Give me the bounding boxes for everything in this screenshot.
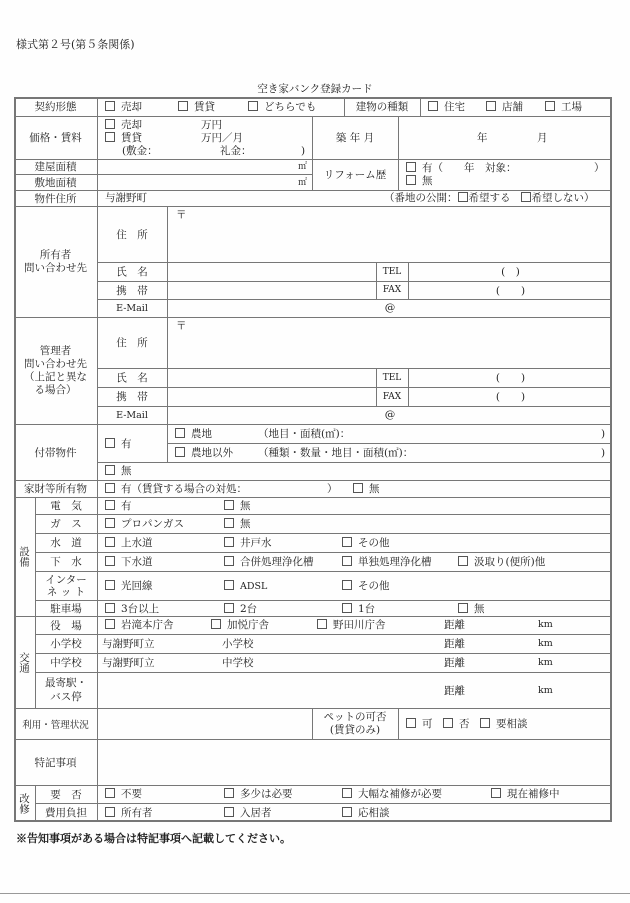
label-line: （上記と異な [24, 370, 87, 383]
sewer-combined-tank[interactable] [224, 556, 314, 568]
sewer-pumping[interactable] [458, 556, 545, 568]
checkbox-icon [105, 438, 115, 448]
station-distance-label: 距離 [444, 685, 465, 697]
internet-other[interactable] [342, 580, 390, 592]
farmland-close: ) [601, 428, 606, 440]
option-label: 応相談 [358, 807, 390, 819]
option-label: 有（賃貸する場合の対処： [121, 483, 247, 495]
owner-tel-label: TEL [382, 266, 402, 277]
option-label: 無 [422, 175, 433, 187]
price-label: 価格・賃料 [29, 132, 82, 144]
checkbox-icon [491, 788, 501, 798]
pet-no[interactable] [443, 718, 470, 730]
option-label: 1台 [358, 603, 376, 615]
checkbox-icon [224, 807, 234, 817]
page-divider [0, 893, 630, 894]
reform-close-paren: ） [594, 162, 605, 174]
option-label: 単独処理浄化槽 [358, 556, 432, 568]
owner-address-label: 住 所 [116, 228, 148, 241]
label-line: ペットの可否 [323, 710, 387, 723]
checkbox-icon [175, 428, 185, 438]
internet-label [35, 571, 97, 600]
option-label: 有 [121, 500, 132, 512]
manager-tel-field[interactable]: ( ) [495, 372, 526, 384]
option-label: 賃貸 [121, 132, 142, 144]
checkbox-icon [224, 603, 234, 613]
option-label: 有 [121, 437, 132, 450]
option-label: 3台以上 [121, 603, 160, 615]
internet-fiber[interactable] [105, 580, 153, 592]
group-label-text: 設備 [18, 546, 30, 567]
option-label: 工場 [561, 101, 582, 113]
elementary-distance-label: 距離 [444, 638, 465, 650]
building-area-unit: ㎡ [298, 162, 308, 172]
checkbox-icon [105, 788, 115, 798]
cost-negotiable[interactable] [342, 807, 390, 819]
checkbox-icon [224, 518, 234, 528]
checkbox-icon [224, 537, 234, 547]
group-label-text: 改修 [18, 793, 30, 814]
elementary-suffix: 小学校 [222, 638, 254, 650]
checkbox-icon [521, 192, 531, 202]
option-label: その他 [358, 537, 390, 549]
parking-3plus[interactable] [105, 603, 159, 615]
usage-status-field[interactable] [98, 708, 312, 739]
owner-contact-label [14, 206, 97, 317]
option-label: 住宅 [444, 101, 465, 113]
renovation-cost-label: 費用負担 [45, 807, 87, 819]
checkbox-icon [224, 580, 234, 590]
checkbox-icon [342, 603, 352, 613]
electricity-label: 電 気 [50, 500, 82, 512]
checkbox-icon [480, 718, 490, 728]
option-label: 農地 [191, 428, 212, 440]
belongings-close: ） [327, 483, 338, 495]
label-line: インター [45, 573, 87, 586]
station-label [35, 672, 97, 708]
label-line: 管理者 [39, 344, 72, 357]
sewer-label: 下 水 [50, 556, 82, 568]
building-type-label: 建物の種類 [355, 101, 409, 113]
renovation-not-needed[interactable] [105, 788, 142, 800]
checkbox-icon [428, 101, 438, 111]
option-label: 上水道 [121, 537, 153, 549]
option-label: 大幅な補修が必要 [358, 788, 442, 800]
checkbox-icon [248, 101, 258, 111]
page-title: 空き家バンク登録カード [257, 83, 373, 95]
option-label: 有（ 年 対象： [422, 162, 517, 174]
contract-option-sale[interactable] [105, 101, 142, 113]
owner-email-field[interactable]: @ [384, 302, 396, 314]
option-label: 下水道 [121, 556, 153, 568]
checkbox-icon [105, 132, 115, 142]
checkbox-icon [105, 619, 115, 629]
junior-high-km: km [538, 657, 553, 668]
option-label: プロパンガス [121, 518, 184, 530]
attached-no-option[interactable] [105, 465, 132, 477]
disclosure-note: ※告知事項がある場合は特記事項へ記載してください。 [16, 832, 291, 845]
remarks-field[interactable] [98, 739, 612, 785]
option-label: ADSL [240, 581, 268, 592]
option-label: どちらでも [264, 101, 317, 113]
building-type-shop[interactable] [486, 101, 523, 113]
option-label: 所有者 [121, 807, 153, 819]
owner-name-field[interactable] [168, 262, 376, 281]
junior-high-suffix: 中学校 [222, 657, 254, 669]
option-label: 無 [121, 465, 132, 477]
reform-history-label: リフォーム歴 [323, 169, 387, 181]
town-hall-iwataki[interactable] [105, 619, 174, 631]
option-label: 無 [240, 518, 251, 530]
town-hall-km: km [538, 619, 553, 630]
option-label: 不要 [121, 788, 142, 800]
checkbox-icon [443, 718, 453, 728]
option-label: 無 [474, 603, 485, 615]
option-label: 加悦庁舎 [227, 619, 269, 631]
contract-type-label: 契約形態 [34, 101, 77, 113]
manager-name-label: 氏 名 [116, 372, 148, 384]
option-label: 多少は必要 [240, 788, 293, 800]
option-label: 汲取り(便所)他 [474, 556, 546, 568]
checkbox-icon [458, 556, 468, 566]
contract-option-rent[interactable] [178, 101, 215, 113]
junior-high-prefix: 与謝野町立 [102, 657, 155, 669]
label-line: る場合） [34, 383, 77, 396]
checkbox-icon [105, 603, 115, 613]
option-label: 店舗 [502, 101, 523, 113]
checkbox-icon [224, 500, 234, 510]
water-well[interactable] [224, 537, 272, 549]
checkbox-icon [406, 162, 416, 172]
checkbox-icon [105, 119, 115, 129]
checkbox-icon [105, 537, 115, 547]
manager-postal-mark: 〒 [176, 320, 187, 332]
elementary-km: km [538, 638, 553, 649]
checkbox-icon [105, 465, 115, 475]
option-label: 農地以外 [191, 447, 233, 459]
building-type-house[interactable] [428, 101, 465, 113]
checkbox-icon [175, 447, 185, 457]
town-hall-distance-label: 距離 [444, 619, 465, 631]
parking-2[interactable] [224, 603, 257, 615]
sewer-public[interactable] [105, 556, 153, 568]
label-line: (賃貸のみ) [329, 723, 381, 736]
parking-label: 駐車場 [50, 602, 82, 615]
disclosure-wish-option[interactable] [458, 192, 511, 204]
checkbox-icon [224, 556, 234, 566]
manager-email-label: E-Mail [116, 409, 148, 421]
owner-email-label: E-Mail [116, 302, 148, 314]
option-label: 無 [369, 483, 380, 495]
cost-owner[interactable] [105, 807, 153, 819]
option-label: 2台 [240, 603, 258, 615]
option-label: その他 [358, 580, 390, 592]
building-type-factory[interactable] [545, 101, 582, 113]
owner-fax-field[interactable]: ( ) [495, 284, 526, 297]
deposit-label: (敷金： [122, 145, 158, 157]
form-number: 様式第２号(第５条関係) [16, 38, 135, 51]
owner-mobile-label: 携 帯 [116, 284, 148, 297]
non-farmland-close: ) [601, 447, 606, 459]
option-label: 否 [459, 718, 470, 730]
gas-no[interactable] [224, 518, 251, 530]
group-label-text: 交通 [18, 651, 30, 673]
parking-1[interactable] [342, 603, 375, 615]
elementary-label: 小学校 [50, 638, 82, 650]
option-label: 野田川庁舎 [333, 619, 386, 631]
attached-non-farmland-option[interactable] [175, 447, 233, 459]
station-km: km [538, 685, 553, 696]
checkbox-icon [342, 580, 352, 590]
checkbox-icon [178, 101, 188, 111]
label-line: 最寄駅・ [45, 677, 87, 689]
checkbox-icon [342, 788, 352, 798]
option-label: 入居者 [240, 807, 272, 819]
manager-mobile-label: 携 帯 [116, 391, 148, 403]
contract-option-either[interactable] [248, 101, 316, 113]
built-month-unit: 月 [537, 132, 548, 144]
checkbox-icon [353, 483, 363, 493]
junior-high-label: 中学校 [50, 657, 82, 669]
checkbox-icon [105, 807, 115, 817]
attached-farmland-option[interactable] [175, 428, 212, 440]
option-label: 現在補修中 [507, 788, 560, 800]
option-label: 要相談 [496, 718, 528, 730]
building-area-label: 建屋面積 [34, 161, 77, 173]
owner-fax-label: FAX [382, 285, 402, 295]
manager-fax-field[interactable]: ( ) [495, 391, 526, 403]
built-date-label: 築 年 月 [335, 132, 375, 144]
owner-tel-field[interactable]: ( ) [501, 266, 520, 278]
price-rent-unit: 万円／月 [201, 132, 243, 144]
checkbox-icon [105, 518, 115, 528]
option-label: 売却 [121, 119, 142, 131]
parking-none[interactable] [458, 603, 485, 615]
checkbox-icon [545, 101, 555, 111]
electricity-no[interactable] [224, 500, 251, 512]
built-year-unit: 年 [477, 132, 488, 144]
key-money-label: 礼金： [220, 145, 252, 157]
price-close-paren: ) [301, 145, 306, 157]
property-town: 与謝野町 [105, 192, 147, 204]
checkbox-icon [105, 500, 115, 510]
checkbox-icon [211, 619, 221, 629]
electricity-yes[interactable] [105, 500, 132, 512]
water-label: 水 道 [50, 537, 82, 549]
checkbox-icon [342, 537, 352, 547]
manager-contact-label [14, 317, 97, 424]
elementary-prefix: 与謝野町立 [102, 638, 155, 650]
label-line: バス停 [50, 691, 82, 703]
option-label: 売却 [121, 101, 142, 113]
price-sale-unit: 万円 [201, 119, 222, 131]
gas-propane[interactable] [105, 518, 184, 530]
option-label: 岩滝本庁舎 [121, 619, 174, 631]
land-area-unit: ㎡ [298, 178, 308, 188]
town-hall-label: 役 場 [50, 619, 82, 632]
option-label: 井戸水 [240, 537, 272, 549]
owner-name-label: 氏 名 [116, 266, 148, 278]
checkbox-icon [224, 788, 234, 798]
renovation-need-label: 要 否 [50, 788, 82, 801]
price-sale-option[interactable] [105, 119, 142, 131]
renovation-major-needed[interactable] [342, 788, 442, 800]
label-line: 問い合わせ先 [24, 261, 87, 274]
option-label: 可 [422, 718, 433, 730]
label-line: 所有者 [39, 248, 72, 261]
checkbox-icon [342, 556, 352, 566]
junior-high-distance-label: 距離 [444, 657, 465, 669]
land-area-label: 敷地面積 [34, 176, 77, 189]
disclosure-no-wish-option[interactable] [521, 192, 595, 204]
water-public[interactable] [105, 537, 153, 549]
option-label: 光回線 [121, 580, 153, 592]
label-line: ネ ッ ト [46, 585, 86, 598]
checkbox-icon [406, 718, 416, 728]
manager-address-field[interactable] [168, 317, 612, 368]
checkbox-icon [486, 101, 496, 111]
facilities-group-label [14, 497, 35, 616]
owner-mobile-field[interactable] [168, 281, 376, 299]
owner-address-field[interactable] [168, 206, 612, 262]
option-label: 賃貸 [194, 101, 215, 113]
option-label: 希望しない） [531, 192, 595, 204]
belongings-label: 家財等所有物 [24, 483, 87, 495]
non-farmland-detail: （種類・数量・地目・面積(㎡)： [258, 447, 414, 459]
gas-label: ガ ス [50, 518, 82, 530]
manager-mobile-field[interactable] [168, 387, 376, 406]
cost-tenant[interactable] [224, 807, 272, 819]
belongings-yes-option[interactable] [105, 483, 247, 495]
pet-allowed-label [312, 708, 398, 739]
checkbox-icon [458, 192, 468, 202]
checkbox-icon [406, 175, 416, 185]
reform-yes-option[interactable] [406, 162, 517, 174]
farmland-detail: （地目・面積(㎡)： [258, 428, 351, 440]
internet-adsl[interactable] [224, 580, 267, 593]
manager-name-field[interactable] [168, 368, 376, 387]
belongings-no-option[interactable] [353, 483, 380, 495]
checkbox-icon [105, 101, 115, 111]
renovation-in-progress[interactable] [491, 788, 560, 800]
attached-property-label: 付帯物件 [34, 446, 77, 459]
checkbox-icon [342, 807, 352, 817]
pet-consult[interactable] [480, 718, 528, 730]
address-disclosure [384, 192, 595, 204]
disclosure-label: （番地の公開： [384, 192, 458, 204]
manager-fax-label: FAX [382, 391, 402, 402]
option-label: 合併処理浄化槽 [240, 556, 314, 568]
attached-yes-option[interactable] [105, 424, 167, 462]
checkbox-icon [105, 483, 115, 493]
renovation-some-needed[interactable] [224, 788, 293, 800]
sewer-single-tank[interactable] [342, 556, 432, 568]
pet-yes[interactable] [406, 718, 433, 730]
price-rent-option[interactable] [105, 132, 142, 144]
owner-postal-mark: 〒 [176, 209, 187, 221]
reform-no-option[interactable] [406, 175, 433, 187]
checkbox-icon [105, 556, 115, 566]
water-other[interactable] [342, 537, 390, 549]
usage-status-label: 利用・管理状況 [22, 719, 89, 731]
manager-email-field[interactable]: @ [384, 409, 396, 421]
transport-group-label [14, 616, 35, 708]
town-hall-kaya[interactable] [211, 619, 269, 631]
remarks-label: 特記事項 [34, 756, 77, 769]
checkbox-icon [317, 619, 327, 629]
manager-address-label: 住 所 [116, 337, 148, 349]
option-label: 希望する [468, 192, 511, 204]
town-hall-nodagawa[interactable] [317, 619, 386, 631]
checkbox-icon [458, 603, 468, 613]
checkbox-icon [105, 580, 115, 590]
option-label: 無 [240, 500, 251, 512]
property-address-label: 物件住所 [34, 192, 77, 205]
manager-tel-label: TEL [382, 372, 402, 383]
label-line: 問い合わせ先 [24, 357, 87, 370]
renovation-group-label [14, 785, 35, 822]
